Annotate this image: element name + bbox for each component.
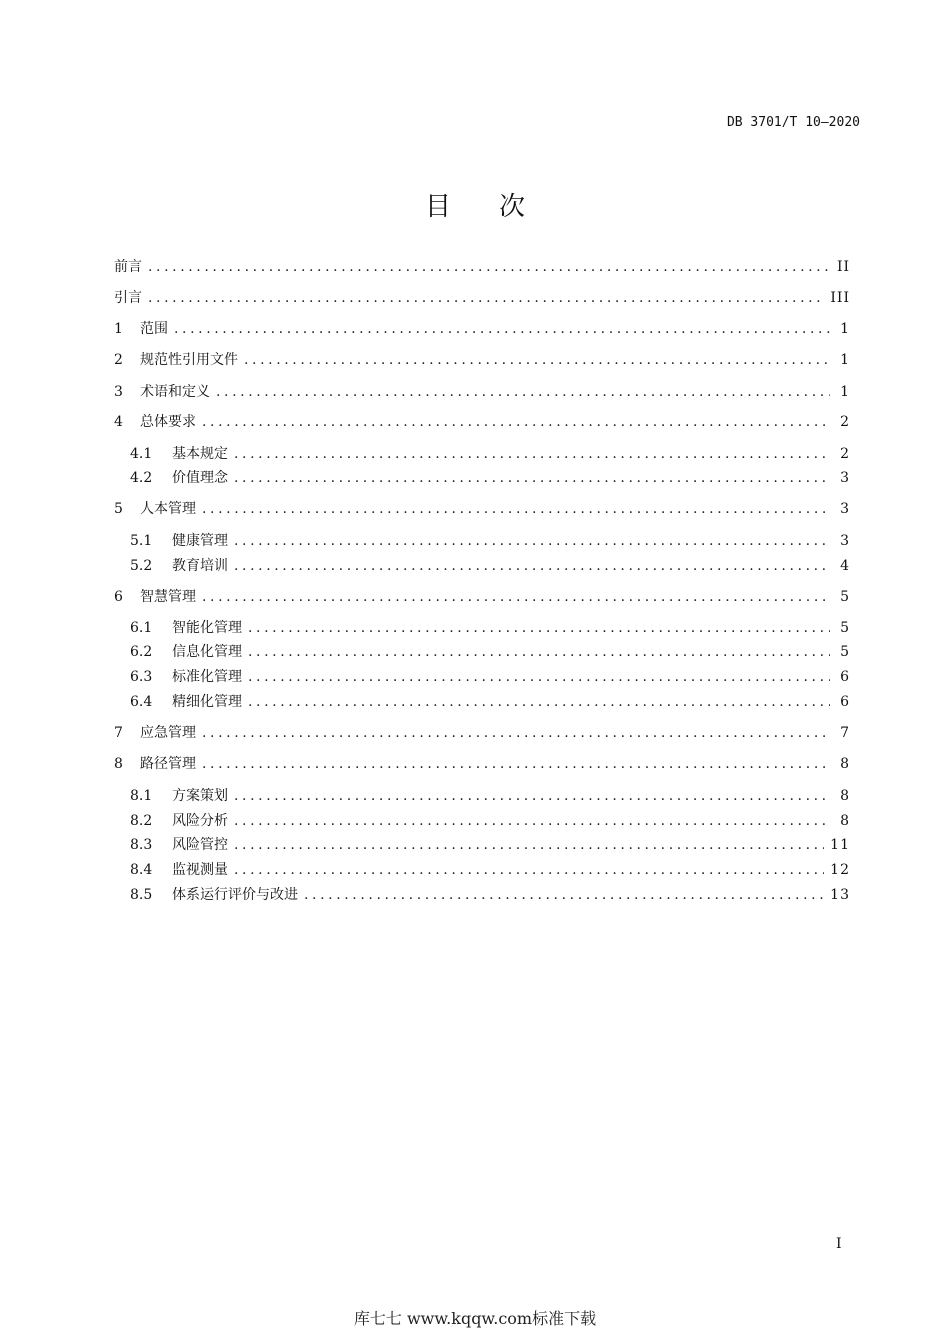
toc-leader-dots [202,499,830,519]
toc-entry[interactable] [114,587,850,607]
toc-entry-page: 5 [840,620,850,636]
toc-entry[interactable] [130,531,850,551]
toc-entry[interactable] [130,618,850,638]
toc-entry-page: 1 [840,352,850,368]
toc-entry-number: 8.1 [130,788,153,804]
toc-entry-label: 应急管理 [140,725,196,741]
toc-entry-label: 规范性引用文件 [140,352,238,368]
toc-entry-number: 8.4 [130,862,153,878]
toc-entry-label: 智能化管理 [172,620,242,636]
toc-entry-label: 路径管理 [140,756,196,772]
toc-entry-page: III [830,290,850,306]
toc-entry-page: 2 [840,446,850,462]
toc-entry-label: 精细化管理 [172,694,242,710]
toc-entry-label: 信息化管理 [172,644,242,660]
toc-entry[interactable] [130,786,850,806]
toc-entry-label: 价值理念 [172,470,228,486]
toc-entry[interactable] [114,754,850,774]
toc-entry-label: 体系运行评价与改进 [172,887,298,903]
toc-entry-label: 术语和定义 [140,384,210,400]
toc-entry[interactable] [130,885,850,905]
toc-leader-dots [248,618,830,638]
toc-entry-number: 8.3 [130,837,153,853]
toc-entry[interactable] [130,556,850,576]
toc-leader-dots [234,444,830,464]
toc-entry-number: 1 [114,321,123,337]
footer-watermark: 库七七 www.kqqw.com标准下载 [353,1309,597,1328]
toc-leader-dots [202,587,830,607]
toc-entry-page: 8 [840,813,850,829]
toc-entry-label: 人本管理 [140,501,196,517]
toc-entry-page: 11 [830,837,850,853]
toc-leader-dots [148,288,824,308]
toc-entry-number: 8.2 [130,813,153,829]
toc-entry-page: II [836,259,850,275]
toc-leader-dots [234,531,830,551]
toc-entry[interactable] [130,667,850,687]
toc-leader-dots [202,412,830,432]
toc-entry-page: 6 [840,694,850,710]
toc-leader-dots [148,257,830,277]
toc-leader-dots [248,692,830,712]
toc-entry-label: 风险分析 [172,813,228,829]
page-number: I [836,1236,842,1252]
toc-entry-page: 8 [840,756,850,772]
toc-entry[interactable] [114,319,850,339]
toc-entry-number: 6.4 [130,694,153,710]
toc-entry-label: 监视测量 [172,862,228,878]
toc-entry-label: 基本规定 [172,446,228,462]
toc-entry-page: 3 [840,501,850,517]
toc-entry-page: 13 [830,887,850,903]
toc-entry-label: 教育培训 [172,558,228,574]
toc-entry[interactable] [114,382,850,402]
toc-entry[interactable] [114,288,850,308]
toc-entry-page: 2 [840,414,850,430]
toc-entry[interactable] [130,444,850,464]
toc-leader-dots [216,382,830,402]
toc-entry[interactable] [130,811,850,831]
toc-leader-dots [234,811,830,831]
page-title: 目次 [424,192,573,222]
toc-entry-label: 方案策划 [172,788,228,804]
toc-entry[interactable] [114,499,850,519]
toc-entry-number: 4.1 [130,446,153,462]
toc-leader-dots [234,556,830,576]
toc-entry-number: 8.5 [130,887,153,903]
toc-entry[interactable] [130,692,850,712]
toc-entry-number: 7 [114,725,123,741]
toc-entry-page: 3 [840,470,850,486]
toc-entry-label: 总体要求 [140,414,196,430]
toc-entry[interactable] [114,723,850,743]
toc-entry-number: 6 [114,589,123,605]
toc-entry-page: 4 [840,558,850,574]
toc-entry-label: 标准化管理 [172,669,242,685]
toc-entry-number: 6.2 [130,644,153,660]
toc-entry-page: 3 [840,533,850,549]
toc-leader-dots [304,885,824,905]
toc-entry-number: 6.3 [130,669,153,685]
toc-entry[interactable] [130,468,850,488]
toc-entry-page: 8 [840,788,850,804]
toc-entry[interactable] [130,835,850,855]
toc-leader-dots [248,667,830,687]
toc-entry-number: 5.1 [130,533,153,549]
toc-entry-label: 智慧管理 [140,589,196,605]
toc-leader-dots [234,835,824,855]
toc-leader-dots [234,860,824,880]
toc-leader-dots [234,786,830,806]
toc-entry-label: 范围 [140,321,168,337]
toc-entry-number: 5 [114,501,123,517]
toc-entry-number: 3 [114,384,123,400]
toc-leader-dots [244,350,830,370]
toc-entry-page: 5 [840,589,850,605]
toc-entry-number: 2 [114,352,123,368]
toc-entry-number: 4.2 [130,470,153,486]
toc-entry-number: 6.1 [130,620,153,636]
toc-entry-number: 4 [114,414,123,430]
toc-entry[interactable] [130,860,850,880]
toc-leader-dots [202,723,830,743]
toc-entry-page: 7 [840,725,850,741]
toc-entry-label: 引言 [114,290,142,306]
toc-entry-page: 6 [840,669,850,685]
toc-entry-number: 8 [114,756,123,772]
toc-entry-page: 1 [840,384,850,400]
toc-leader-dots [202,754,830,774]
toc-leader-dots [248,642,830,662]
toc-entry-page: 5 [840,644,850,660]
toc-entry[interactable] [130,642,850,662]
toc-entry-page: 12 [830,862,850,878]
toc-leader-dots [234,468,830,488]
toc-entry[interactable] [114,257,850,277]
document-code: DB 3701/T 10—2020 [726,115,860,130]
toc-entry-label: 风险管控 [172,837,228,853]
toc-entry[interactable] [114,412,850,432]
toc-leader-dots [174,319,830,339]
toc-entry-label: 前言 [114,259,142,275]
toc-entry[interactable] [114,350,850,370]
toc-entry-page: 1 [840,321,850,337]
toc-entry-label: 健康管理 [172,533,228,549]
toc-entry-number: 5.2 [130,558,153,574]
